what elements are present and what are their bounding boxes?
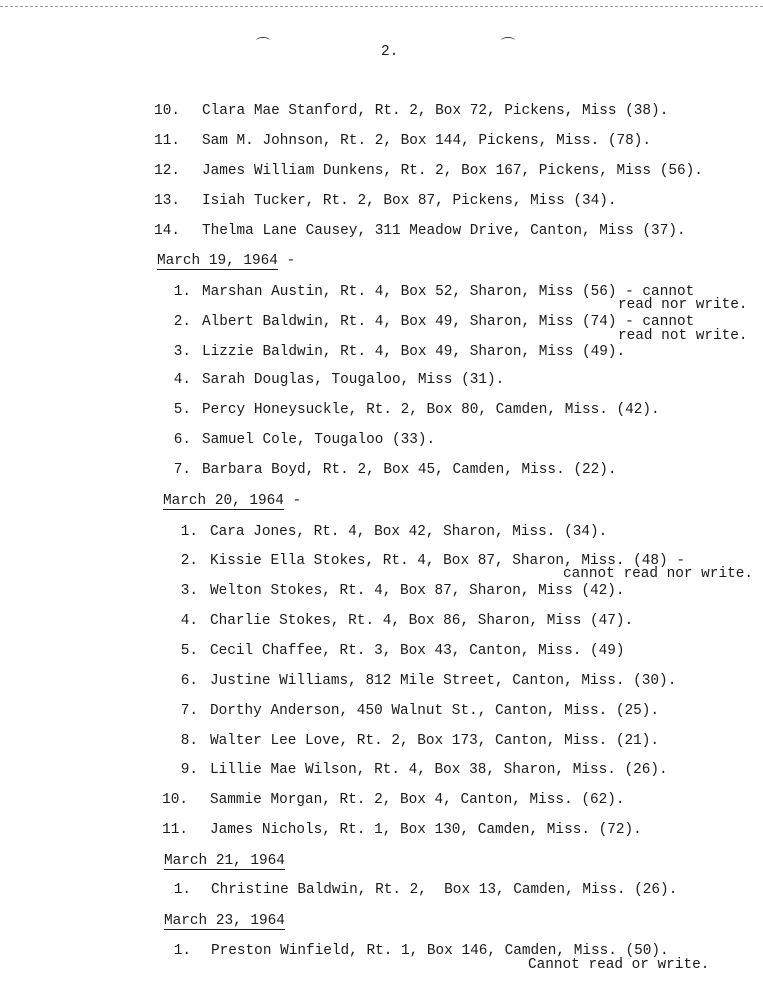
entry-text: Percy Honeysuckle, Rt. 2, Box 80, Camden, Miss. (42). xyxy=(202,402,660,418)
entry-number: 11. xyxy=(162,822,188,838)
entry-text: Marshan Austin, Rt. 4, Box 52, Sharon, Miss (56) - cannot xyxy=(202,284,695,300)
entry-text: Albert Baldwin, Rt. 4, Box 49, Sharon, Miss (74) - cannot xyxy=(202,314,695,330)
section-date-suffix: - xyxy=(283,493,302,509)
entry-number: 8. xyxy=(180,733,198,749)
entry-text: Isiah Tucker, Rt. 2, Box 87, Pickens, Miss (34). xyxy=(202,193,617,209)
entry-number: 7. xyxy=(173,462,191,478)
hole-punch-mark xyxy=(501,37,515,44)
entry-text: Sarah Douglas, Tougaloo, Miss (31). xyxy=(202,372,505,388)
entry-text: Justine Williams, 812 Mile Street, Canton, Miss. (30). xyxy=(210,673,677,689)
entry-number: 1. xyxy=(173,882,191,898)
entry-note: read not write. xyxy=(618,328,748,344)
entry-note: read nor write. xyxy=(618,297,748,313)
entry-note: Cannot read or write. xyxy=(528,957,710,973)
section-date-heading xyxy=(157,253,295,270)
entry-text: Barbara Boyd, Rt. 2, Box 45, Camden, Miss. (22). xyxy=(202,462,617,478)
entry-text: Cecil Chaffee, Rt. 3, Box 43, Canton, Miss. (49) xyxy=(210,643,625,659)
section-date-suffix: - xyxy=(277,253,296,269)
entry-number: 2. xyxy=(180,553,198,569)
entry-number: 1. xyxy=(173,943,191,959)
entry-text: Lillie Mae Wilson, Rt. 4, Box 38, Sharon, Miss. (26). xyxy=(210,762,668,778)
entry-number: 14. xyxy=(154,223,180,239)
entry-number: 1. xyxy=(173,284,191,300)
section-date-heading xyxy=(164,913,285,930)
entry-number: 10. xyxy=(154,103,180,119)
entry-text: James Nichols, Rt. 1, Box 130, Camden, Miss. (72). xyxy=(210,822,642,838)
entry-text: Kissie Ella Stokes, Rt. 4, Box 87, Sharon, Miss. (48) - xyxy=(210,553,685,569)
entry-text: Lizzie Baldwin, Rt. 4, Box 49, Sharon, Miss (49). xyxy=(202,344,626,360)
entry-text: Clara Mae Stanford, Rt. 2, Box 72, Pickens, Miss (38). xyxy=(202,103,669,119)
entry-number: 5. xyxy=(180,643,198,659)
section-date-heading xyxy=(164,853,285,870)
section-date-heading xyxy=(163,493,301,510)
section-date: March 20, 1964 xyxy=(163,493,284,509)
entry-text: Welton Stokes, Rt. 4, Box 87, Sharon, Miss (42). xyxy=(210,583,625,599)
entry-number: 12. xyxy=(154,163,180,179)
entry-text: Cara Jones, Rt. 4, Box 42, Sharon, Miss. (34). xyxy=(210,524,608,540)
entry-number: 4. xyxy=(173,372,191,388)
entry-text: James William Dunkens, Rt. 2, Box 167, Pickens, Miss (56). xyxy=(202,163,703,179)
entry-number: 5. xyxy=(173,402,191,418)
entry-text: Walter Lee Love, Rt. 2, Box 173, Canton, Miss. (21). xyxy=(210,733,660,749)
entry-text: Thelma Lane Causey, 311 Meadow Drive, Canton, Miss (37). xyxy=(202,223,686,239)
section-date: March 21, 1964 xyxy=(164,853,285,869)
hole-punch-mark xyxy=(256,37,270,44)
entry-text: Preston Winfield, Rt. 1, Box 146, Camden, Miss. (50). xyxy=(211,943,669,959)
entry-text: Dorthy Anderson, 450 Walnut St., Canton, Miss. (25). xyxy=(210,703,660,719)
entry-number: 13. xyxy=(154,193,180,209)
entry-text: Samuel Cole, Tougaloo (33). xyxy=(202,432,436,448)
entry-text: Charlie Stokes, Rt. 4, Box 86, Sharon, Miss (47). xyxy=(210,613,634,629)
entry-number: 7. xyxy=(180,703,198,719)
entry-number: 6. xyxy=(173,432,191,448)
entry-number: 4. xyxy=(180,613,198,629)
entry-number: 3. xyxy=(173,344,191,360)
entry-number: 1. xyxy=(180,524,198,540)
section-date: March 19, 1964 xyxy=(157,253,278,269)
entry-note: cannot read nor write. xyxy=(563,566,753,582)
top-dashed-rule xyxy=(0,6,763,7)
entry-text: Sam M. Johnson, Rt. 2, Box 144, Pickens, Miss. (78). xyxy=(202,133,652,149)
page-number: 2. xyxy=(381,44,399,60)
entry-number: 10. xyxy=(162,792,188,808)
entry-text: Christine Baldwin, Rt. 2, Box 13, Camden, Miss. (26). xyxy=(211,882,678,898)
entry-text: Sammie Morgan, Rt. 2, Box 4, Canton, Miss. (62). xyxy=(210,792,625,808)
entry-number: 6. xyxy=(180,673,198,689)
entry-number: 9. xyxy=(180,762,198,778)
entry-number: 2. xyxy=(173,314,191,330)
entry-number: 3. xyxy=(180,583,198,599)
entry-number: 11. xyxy=(154,133,180,149)
section-date: March 23, 1964 xyxy=(164,913,285,929)
